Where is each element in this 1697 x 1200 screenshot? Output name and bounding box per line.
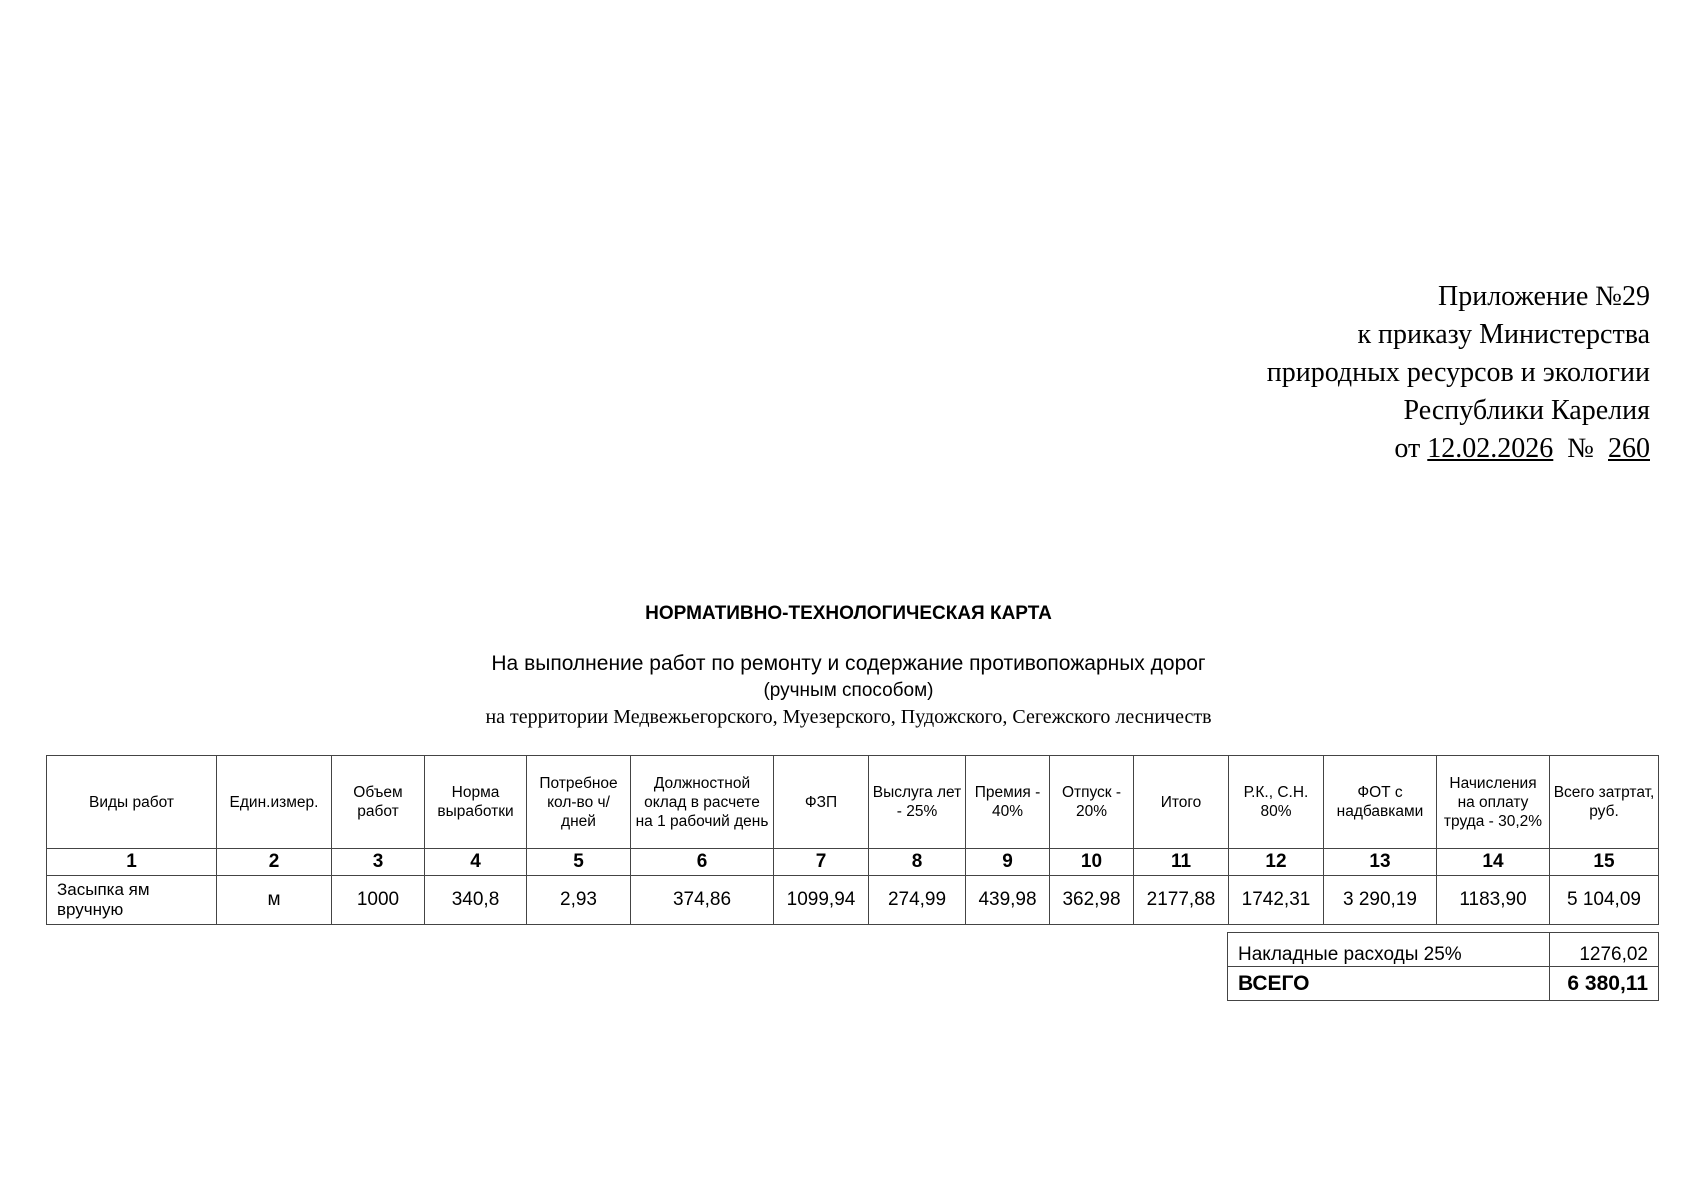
man-days-cell: 2,93	[527, 876, 631, 925]
header-cell: Объем работ	[332, 756, 425, 849]
header-cell: ФЗП	[774, 756, 869, 849]
work-type-cell: Засыпка ям вручную	[47, 876, 217, 925]
overhead-label: Накладные расходы 25%	[1228, 933, 1550, 967]
document-territory: на территории Медвежьегорского, Муезерского, Пудожского, Сегежского лесничеств	[485, 706, 1212, 728]
header-cell: Отпуск - 20%	[1050, 756, 1134, 849]
wage-fund-cell: 1099,94	[774, 876, 869, 925]
column-number: 3	[332, 849, 425, 876]
grand-total-label: ВСЕГО	[1228, 967, 1550, 1001]
column-number: 2	[217, 849, 332, 876]
column-number: 11	[1134, 849, 1229, 876]
totals-table	[1227, 932, 1659, 1001]
header-cell: Норма выработки	[425, 756, 527, 849]
column-number: 8	[869, 849, 966, 876]
subtotal-cell: 2177,88	[1134, 876, 1229, 925]
technology-card-table	[46, 755, 1659, 925]
column-number: 13	[1324, 849, 1437, 876]
grand-total-row	[1228, 967, 1659, 1001]
volume-cell: 1000	[332, 876, 425, 925]
header-cell: Должностной оклад в расчете на 1 рабочий день	[631, 756, 774, 849]
appendix-republic: Республики Карелия	[1403, 395, 1650, 426]
grand-total-value: 6 380,11	[1550, 967, 1659, 1001]
table-header-row	[47, 756, 1659, 849]
column-number: 1	[47, 849, 217, 876]
header-cell: Начисления на оплату труда - 30,2%	[1437, 756, 1550, 849]
header-cell: Итого	[1134, 756, 1229, 849]
appendix-order: к приказу Министерства	[1357, 319, 1650, 350]
column-number: 15	[1550, 849, 1659, 876]
header-cell: Потребное кол-во ч/дней	[527, 756, 631, 849]
column-number: 12	[1229, 849, 1324, 876]
date-prefix: от	[1394, 433, 1421, 464]
table-row	[47, 876, 1659, 925]
column-number: 14	[1437, 849, 1550, 876]
column-number-row	[47, 849, 1659, 876]
header-cell: Выслуга лет - 25%	[869, 756, 966, 849]
overhead-value: 1276,02	[1550, 933, 1659, 967]
payroll-cell: 3 290,19	[1324, 876, 1437, 925]
appendix-ministry: природных ресурсов и экологии	[1266, 357, 1650, 388]
header-cell: Р.К., С.Н. 80%	[1229, 756, 1324, 849]
appendix-date-line	[1267, 430, 1650, 468]
accruals-cell: 1183,90	[1437, 876, 1550, 925]
document-title: НОРМАТИВНО-ТЕХНОЛОГИЧЕСКАЯ КАРТА	[645, 603, 1052, 624]
column-number: 7	[774, 849, 869, 876]
header-cell: Премия - 40%	[966, 756, 1050, 849]
norm-cell: 340,8	[425, 876, 527, 925]
header-cell: ФОТ с надбавками	[1324, 756, 1437, 849]
total-cost-cell: 5 104,09	[1550, 876, 1659, 925]
regional-coefficient-cell: 1742,31	[1229, 876, 1324, 925]
order-date: 12.02.2026	[1427, 433, 1554, 464]
bonus-cell: 439,98	[966, 876, 1050, 925]
column-number: 10	[1050, 849, 1134, 876]
document-method: (ручным способом)	[763, 680, 934, 701]
overhead-row	[1228, 933, 1659, 967]
order-number: 260	[1608, 433, 1650, 464]
column-number: 6	[631, 849, 774, 876]
header-cell: Виды работ	[47, 756, 217, 849]
unit-cell: м	[217, 876, 332, 925]
appendix-title: Приложение №29	[1438, 281, 1650, 312]
column-number: 9	[966, 849, 1050, 876]
header-cell: Един.измер.	[217, 756, 332, 849]
column-number: 5	[527, 849, 631, 876]
header-cell: Всего затртат, руб.	[1550, 756, 1659, 849]
column-number: 4	[425, 849, 527, 876]
number-prefix: №	[1567, 433, 1594, 464]
vacation-cell: 362,98	[1050, 876, 1134, 925]
seniority-cell: 274,99	[869, 876, 966, 925]
daily-salary-cell: 374,86	[631, 876, 774, 925]
appendix-block	[1267, 278, 1650, 468]
document-subtitle: На выполнение работ по ремонту и содержание противопожарных дорог	[491, 652, 1206, 675]
